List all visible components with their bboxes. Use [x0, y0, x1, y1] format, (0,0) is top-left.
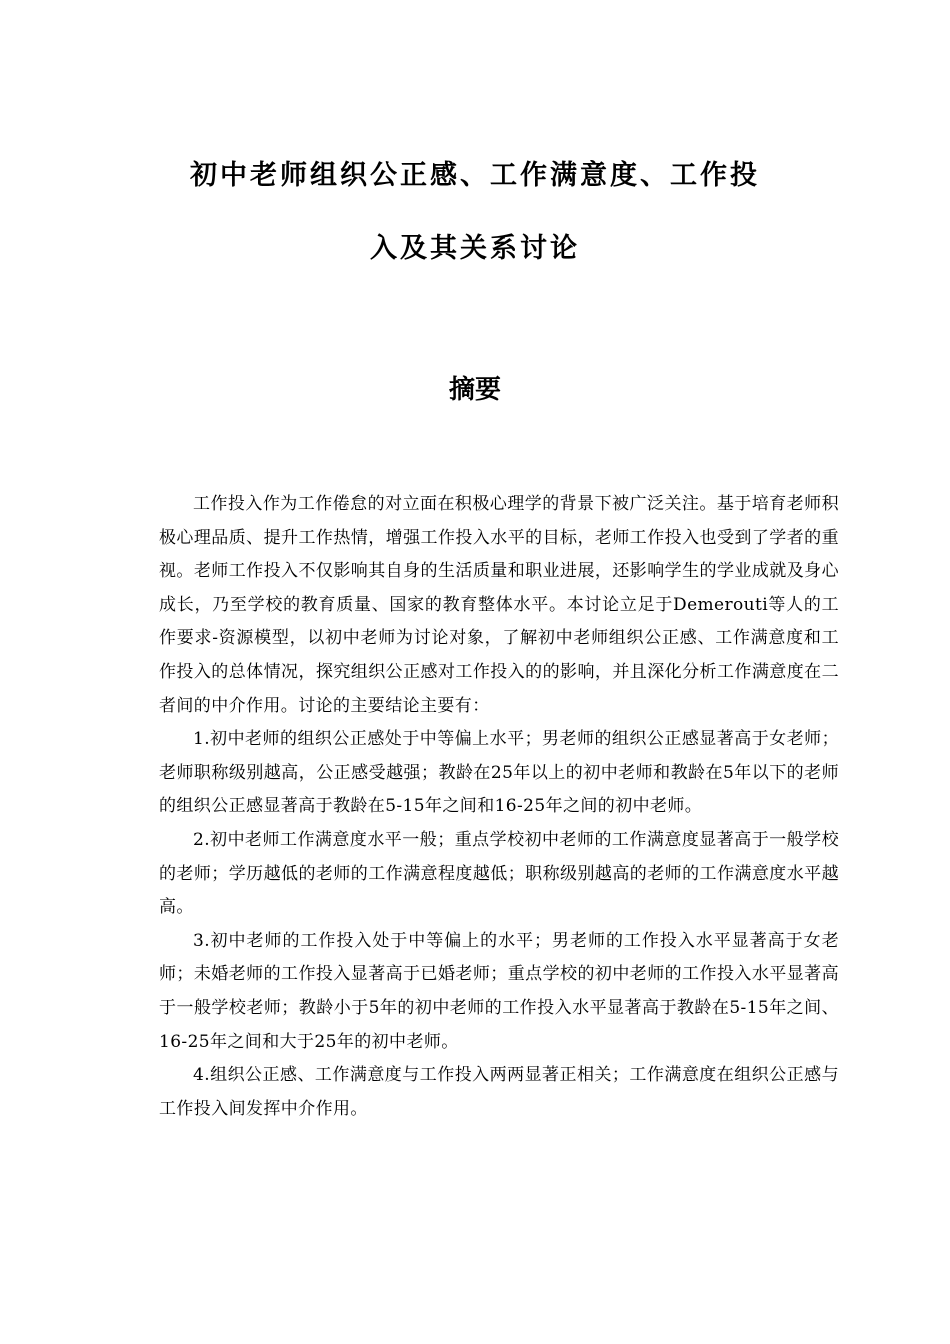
abstract-paragraph-intro: 工作投入作为工作倦怠的对立面在积极心理学的背景下被广泛关注。基于培育老师积极心理品质、提升工作热情，增强工作投入水平的目标，老师工作投入也受到了学者的重视。老师工作投入不仅影响其自身的生活质量和职业进展，还影响学生的学业成就及身心成长，乃至学校的教育质量、国家的教育整体水平。本讨论立足于Demerouti等人的工作要求-资源模型，以初中老师为讨论对象，了解初中老师组织公正感、工作满意度和工作投入的总体情况，探究组织公正感对工作投入的的影响，并且深化分析工作满意度在二者间的中介作用。讨论的主要结论主要有：: [159, 494, 839, 716]
document-title-line-1: 初中老师组织公正感、工作满意度、工作投: [190, 160, 760, 191]
abstract-paragraph-conclusion-1: 1.初中老师的组织公正感处于中等偏上水平；男老师的组织公正感显著高于女老师；老师职称级别越高，公正感受越强；教龄在25年以上的初中老师和教龄在5年以下的老师的组织公正感显著高于教龄在5-15年之间和16-25年之间的初中老师。: [159, 729, 839, 817]
document-title-line-2: 入及其关系讨论: [370, 233, 580, 264]
abstract-paragraph-conclusion-3: 3.初中老师的工作投入处于中等偏上的水平；男老师的工作投入水平显著高于女老师；未婚老师的工作投入显著高于已婚老师；重点学校的初中老师的工作投入水平显著高于一般学校老师；教龄小于5年的初中老师的工作投入水平显著高于教龄在5-15年之间、16-25年之间和大于25年的初中老师。: [159, 930, 839, 1052]
abstract-paragraph-conclusion-4: 4.组织公正感、工作满意度与工作投入两两显著正相关；工作满意度在组织公正感与工作投入间发挥中介作用。: [159, 1065, 839, 1119]
abstract-paragraph-conclusion-2: 2.初中老师工作满意度水平一般；重点学校初中老师的工作满意度显著高于一般学校的老师；学历越低的老师的工作满意程度越低；职称级别越高的老师的工作满意度水平越高。: [159, 829, 839, 918]
abstract-body: [159, 488, 839, 1126]
abstract-heading: 摘要: [448, 375, 501, 405]
